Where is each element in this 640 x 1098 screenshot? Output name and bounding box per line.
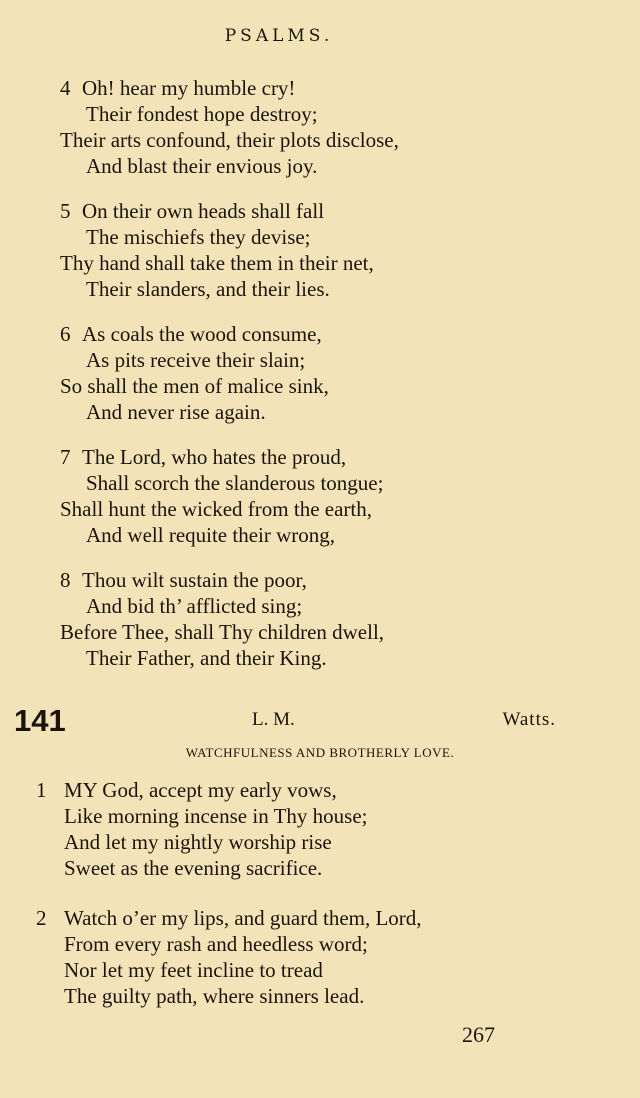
hymn-stanza-1 bbox=[0, 777, 640, 881]
verse-line: And let my nightly worship rise bbox=[64, 830, 332, 854]
stanza-number: 7 bbox=[60, 445, 71, 469]
verse-line: The mischiefs they devise; bbox=[86, 225, 311, 249]
verse-line: Before Thee, shall Thy children dwell, bbox=[60, 620, 385, 644]
stanza-6 bbox=[0, 321, 640, 425]
verse-line: As coals the wood consume, bbox=[82, 322, 322, 346]
verse-line: The Lord, who hates the proud, bbox=[82, 445, 347, 469]
hymn-number: 141 bbox=[14, 703, 66, 738]
stanza-number: 2 bbox=[36, 906, 47, 930]
hymn-stanza-2 bbox=[0, 905, 640, 1009]
verse-line: Oh! hear my humble cry! bbox=[82, 76, 296, 100]
page-number: 267 bbox=[462, 1022, 495, 1047]
running-head: PSALMS. bbox=[224, 26, 334, 46]
stanza-5 bbox=[0, 198, 640, 302]
verse-line: Thou wilt sustain the poor, bbox=[82, 568, 307, 592]
verse-line: And never rise again. bbox=[86, 400, 266, 424]
stanza-number: 8 bbox=[60, 568, 71, 592]
verse-line: And well requite their wrong, bbox=[86, 523, 336, 547]
verse-line: The guilty path, where sinners lead. bbox=[64, 984, 365, 1008]
stanza-number: 4 bbox=[60, 76, 71, 100]
verse-line: Their Father, and their King. bbox=[86, 646, 327, 670]
verse-line: Nor let my feet incline to tread bbox=[64, 958, 323, 982]
verse-line: Watch o’er my lips, and guard them, Lord, bbox=[64, 906, 422, 930]
verse-line: Shall hunt the wicked from the earth, bbox=[60, 497, 372, 521]
verse-line: From every rash and heedless word; bbox=[64, 932, 368, 956]
stanza-number: 1 bbox=[36, 778, 47, 802]
verse-line: So shall the men of malice sink, bbox=[60, 374, 329, 398]
verse-line: And blast their envious joy. bbox=[86, 154, 318, 178]
verse-line: And bid th’ afflicted sing; bbox=[86, 594, 303, 618]
verse-line: On their own heads shall fall bbox=[82, 199, 325, 223]
verse-line: Like morning incense in Thy house; bbox=[64, 804, 368, 828]
verse-line: Their arts confound, their plots disclose, bbox=[60, 128, 399, 152]
verse-line: Sweet as the evening sacrifice. bbox=[64, 856, 323, 880]
verse-line: MY God, accept my early vows, bbox=[64, 778, 337, 802]
stanza-8 bbox=[0, 567, 640, 671]
hymn-meter: L. M. bbox=[252, 709, 295, 730]
verse-line: Their fondest hope destroy; bbox=[86, 102, 318, 126]
hymn-header bbox=[0, 703, 640, 743]
hymn-subtitle: WATCHFULNESS AND BROTHERLY LOVE. bbox=[185, 745, 455, 760]
verse-line: Their slanders, and their lies. bbox=[86, 277, 330, 301]
stanza-4 bbox=[0, 75, 640, 179]
stanza-7 bbox=[0, 444, 640, 548]
verse-line: Shall scorch the slanderous tongue; bbox=[86, 471, 384, 495]
hymn-author: Watts. bbox=[502, 709, 556, 730]
stanza-number: 6 bbox=[60, 322, 71, 346]
verse-line: As pits receive their slain; bbox=[86, 348, 306, 372]
stanza-number: 5 bbox=[60, 199, 71, 223]
verse-line: Thy hand shall take them in their net, bbox=[60, 251, 374, 275]
